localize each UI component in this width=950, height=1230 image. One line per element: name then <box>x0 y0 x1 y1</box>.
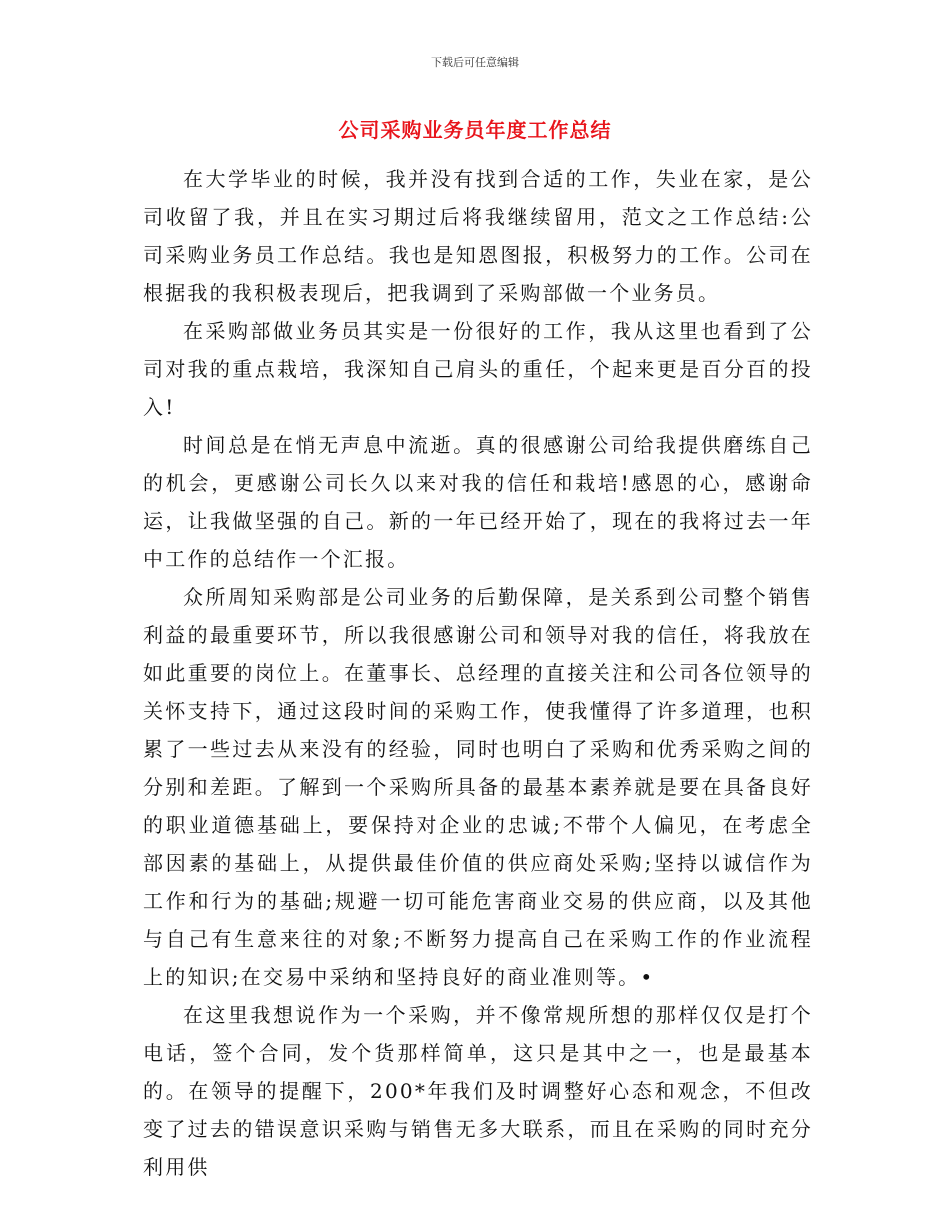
paragraph: 在采购部做业务员其实是一份很好的工作，我从这里也看到了公司对我的重点栽培，我深知自己肩头的重任，个起来更是百分百的投入! <box>143 319 813 419</box>
paragraph: 在大学毕业的时候，我并没有找到合适的工作，失业在家，是公司收留了我，并且在实习期过后将我继续留用，范文之工作总结:公司采购业务员工作总结。我也是知恩图报，积极努力的工作。公司在根据我的我积极表现后，把我调到了采购部做一个业务员。 <box>143 167 813 305</box>
paragraph: 时间总是在悄无声息中流逝。真的很感谢公司给我提供磨练自己的机会，更感谢公司长久以来对我的信任和栽培!感恩的心，感谢命运，让我做坚强的自己。新的一年已经开始了，现在的我将过去一年中工作的总结作一个汇报。 <box>143 433 813 571</box>
paragraph: 在这里我想说作为一个采购，并不像常规所想的那样仅仅是打个电话，签个合同，发个货那样简单，这只是其中之一，也是最基本的。在领导的提醒下，200*年我们及时调整好心态和观念，不但改变了过去的错误意识采购与销售无多大联系，而且在采购的同时充分利用供 <box>143 1003 813 1179</box>
document-body <box>143 160 813 1186</box>
document-title: 公司采购业务员年度工作总结 <box>338 118 612 142</box>
paragraph: 众所周知采购部是公司业务的后勤保障，是关系到公司整个销售利益的最重要环节，所以我很感谢公司和领导对我的信任，将我放在如此重要的岗位上。在董事长、总经理的直接关注和公司各位领导的关怀支持下，通过这段时间的采购工作，使我懂得了许多道理，也积累了一些过去从来没有的经验，同时也明白了采购和优秀采购之间的分别和差距。了解到一个采购所具备的最基本素养就是要在具备良好的职业道德基础上，要保持对企业的忠诚;不带个人偏见，在考虑全部因素的基础上，从提供最佳价值的供应商处采购;坚持以诚信作为工作和行为的基础;规避一切可能危害商业交易的供应商，以及其他与自己有生意来往的对象;不断努力提高自己在采购工作的作业流程上的知识;在交易中采纳和坚持良好的商业准则等。• <box>143 585 813 989</box>
header-note: 下载后可任意编辑 <box>431 56 519 69</box>
